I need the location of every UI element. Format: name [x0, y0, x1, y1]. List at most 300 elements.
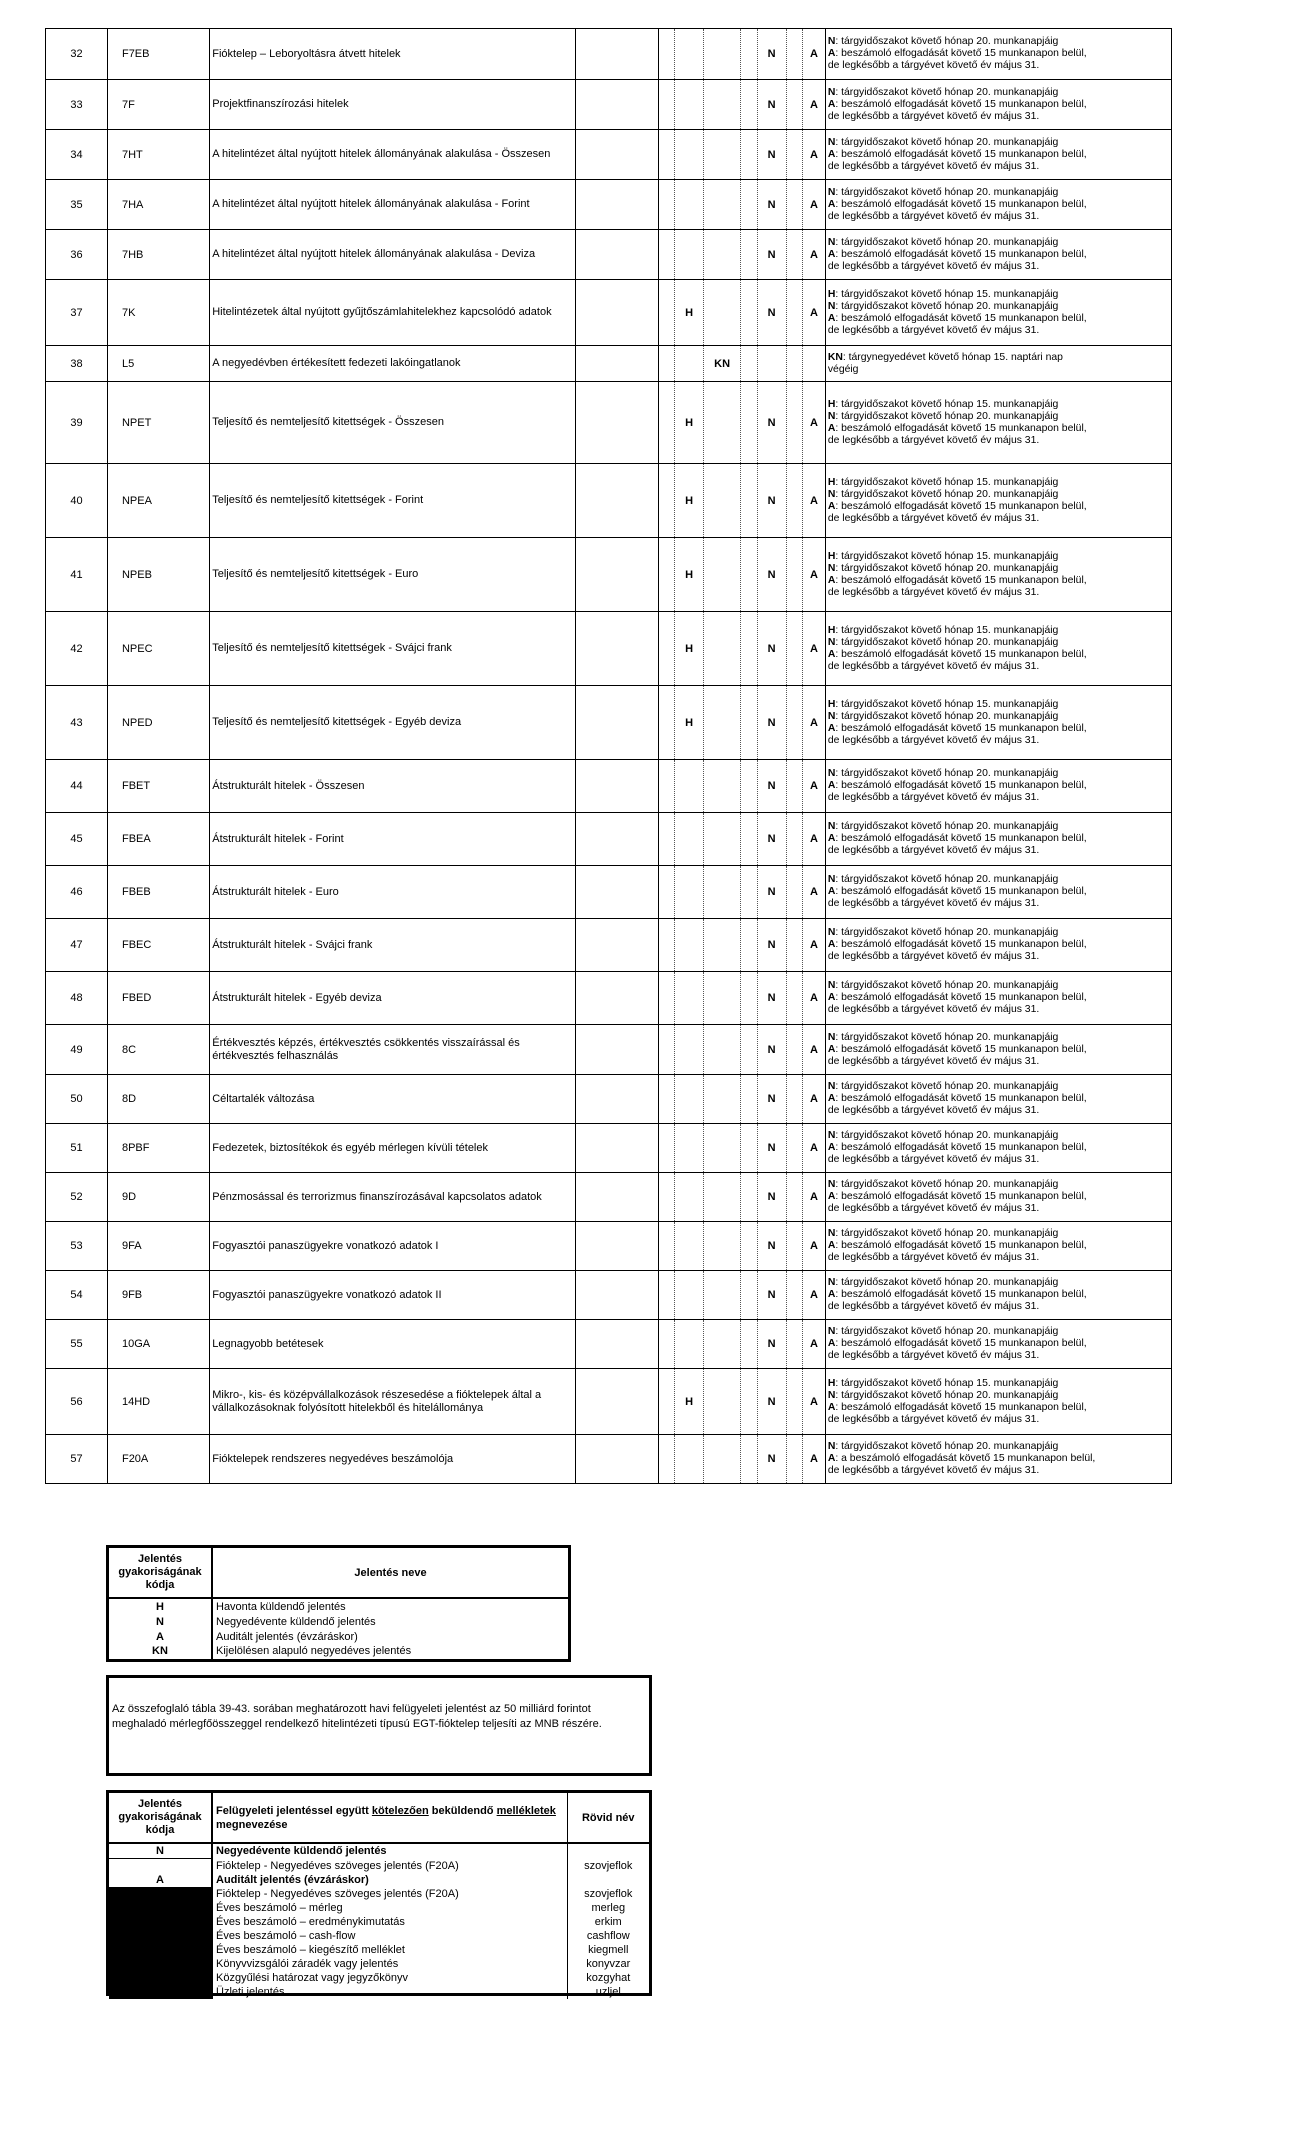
spacer-cell: [786, 1222, 803, 1271]
deadline-desc: tárgyidőszakot követő hónap 20. munkanapjáig: [841, 488, 1059, 500]
spacer-cell: [741, 972, 758, 1025]
deadline-desc: tárgyidőszakot követő hónap 20. munkanapjáig: [841, 980, 1059, 991]
deadline-text: [825, 538, 1171, 612]
freq-n: N: [757, 1124, 786, 1173]
attachment-row: [109, 1901, 649, 1915]
deadline-code: A: [827, 1043, 836, 1055]
report-name: A hitelintézet által nyújtott hitelek állományának alakulása - Forint: [210, 180, 576, 230]
spacer-cell: [741, 813, 758, 866]
spacer-cell: [741, 1222, 758, 1271]
freq-kn: [704, 919, 741, 972]
deadline-line: [828, 1056, 1169, 1068]
spacer-cell: [786, 1025, 803, 1075]
deadline-desc: de legkésőbb a tárgyévet követő év május 31.: [827, 1105, 1040, 1116]
deadline-desc: tárgyidőszakot követő hónap 15. munkanapjáig: [841, 476, 1059, 488]
deadline-line: N: tárgyidőszakot követő hónap 20. munkanapjáig: [827, 768, 1059, 779]
report-code: 9D: [107, 1173, 209, 1222]
deadline-text: [825, 180, 1171, 230]
deadline-line: [828, 211, 1169, 223]
attachment-short: uzljel: [595, 1986, 621, 1998]
deadline-line: H: tárgyidőszakot követő hónap 15. munkanapjáig: [827, 398, 1059, 410]
deadline-code: N: [827, 821, 836, 832]
deadline-line: N: tárgyidőszakot követő hónap 20. munkanapjáig: [827, 1277, 1059, 1288]
deadline-desc: de legkésőbb a tárgyévet követő év május 31.: [827, 734, 1040, 746]
deadline-line: [828, 1105, 1169, 1117]
deadline-desc: de legkésőbb a tárgyévet követő év május 31.: [827, 110, 1040, 122]
deadline-text: [825, 813, 1171, 866]
note-box: [106, 1675, 652, 1776]
deadline-text: [825, 464, 1171, 538]
spacer-cell: [786, 230, 803, 280]
table-row: [46, 29, 1172, 80]
freq-kn: [704, 813, 741, 866]
deadline-code: N: [827, 636, 836, 648]
row-number: 52: [46, 1173, 108, 1222]
table-row: [46, 538, 1172, 612]
table-row: [46, 230, 1172, 280]
spacer-cell: [741, 919, 758, 972]
deadline-line: A: beszámoló elfogadását követő 15 munkanapon belül,: [827, 500, 1087, 512]
freq-h: [675, 972, 704, 1025]
report-name: Fogyasztói panaszügyekre vonatkozó adatok I: [210, 1222, 576, 1271]
attachment-name: Éves beszámoló – cash-flow: [212, 1929, 567, 1943]
deadline-line: [828, 1004, 1169, 1016]
deadline-line: A: beszámoló elfogadását követő 15 munkanapon belül,: [827, 648, 1087, 660]
row-number: 55: [46, 1320, 108, 1369]
attachments-legend-table: [109, 1793, 649, 1999]
spacer-cell: [658, 1320, 675, 1369]
spacer-cell: [658, 686, 675, 760]
freq-h: [675, 130, 704, 180]
deadline-line: A: beszámoló elfogadását követő 15 munkanapon belül,: [827, 992, 1087, 1003]
row-number: 39: [46, 382, 108, 464]
deadline-line: [828, 60, 1169, 72]
freq-n: N: [757, 538, 786, 612]
deadline-desc: beszámoló elfogadását követő 15 munkanapon belül,: [841, 148, 1087, 160]
attachment-code: [109, 1887, 212, 1901]
deadline-desc: de legkésőbb a tárgyévet követő év május 31.: [827, 260, 1040, 272]
deadline-desc: beszámoló elfogadását követő 15 munkanapon belül,: [841, 1043, 1087, 1055]
spacer-cell: [741, 1435, 758, 1484]
deadline-code: A: [827, 648, 836, 660]
report-code: 8PBF: [107, 1124, 209, 1173]
spacer-cell: [658, 612, 675, 686]
report-code: NPEB: [107, 538, 209, 612]
spacer-cell: [658, 1369, 675, 1435]
deadline-line: N: tárgyidőszakot követő hónap 20. munkanapjáig: [827, 1179, 1059, 1190]
spacer-cell: [658, 972, 675, 1025]
deadline-line: [828, 1203, 1169, 1215]
spacer-cell: [741, 760, 758, 813]
freq-n: N: [757, 1075, 786, 1124]
deadline-line: [828, 1252, 1169, 1264]
spacer-cell: [741, 866, 758, 919]
blank-cell: [575, 230, 658, 280]
deadline-code: A: [827, 1142, 836, 1153]
report-name: Teljesítő és nemteljesítő kitettségek - Euro: [210, 538, 576, 612]
freq-n: N: [757, 464, 786, 538]
report-name: Teljesítő és nemteljesítő kitettségek - Összesen: [210, 382, 576, 464]
deadline-line: N: tárgyidőszakot követő hónap 20. munkanapjáig: [827, 874, 1059, 885]
freq-a: A: [803, 1320, 826, 1369]
deadline-code: N: [827, 36, 836, 47]
attachment-code: [109, 1985, 212, 1999]
spacer-cell: [786, 1320, 803, 1369]
deadline-code: A: [827, 886, 836, 897]
spacer-cell: [741, 1320, 758, 1369]
freq-a: A: [803, 130, 826, 180]
freq-a: A: [803, 813, 826, 866]
deadline-line: N: tárgyidőszakot követő hónap 20. munkanapjáig: [827, 636, 1059, 648]
blank-cell: [575, 1369, 658, 1435]
deadline-text: [825, 80, 1171, 130]
blank-cell: [575, 760, 658, 813]
deadline-line: N: tárgyidőszakot követő hónap 20. munkanapjáig: [827, 927, 1059, 938]
freq-kn: [704, 686, 741, 760]
deadline-code: A: [827, 574, 836, 586]
table-row: [46, 1369, 1172, 1435]
legend-code: A: [109, 1629, 212, 1644]
deadline-text: [825, 230, 1171, 280]
row-number: 48: [46, 972, 108, 1025]
spacer-cell: [741, 538, 758, 612]
freq-kn: [704, 80, 741, 130]
freq-n: N: [757, 612, 786, 686]
deadline-code: N: [827, 1441, 836, 1452]
freq-kn: [704, 29, 741, 80]
freq-n: N: [757, 230, 786, 280]
attachment-name: Éves beszámoló – mérleg: [212, 1901, 567, 1915]
table-row: [46, 464, 1172, 538]
attachment-code: N: [109, 1843, 212, 1859]
freq-a: A: [803, 464, 826, 538]
freq-h: H: [675, 382, 704, 464]
freq-n: N: [757, 686, 786, 760]
spacer-cell: [786, 760, 803, 813]
table-row: [46, 972, 1172, 1025]
deadline-code: N: [827, 1031, 836, 1043]
legend-header-name: Jelentés neve: [212, 1548, 568, 1598]
report-name: Átstrukturált hitelek - Svájci frank: [210, 919, 576, 972]
attachment-row: [109, 1985, 649, 1999]
attachment-row: [109, 1943, 649, 1957]
deadline-line: N: tárgyidőszakot követő hónap 20. munkanapjáig: [827, 1130, 1059, 1141]
deadline-code: N: [827, 1389, 836, 1401]
table-row: [46, 1075, 1172, 1124]
row-number: 49: [46, 1025, 108, 1075]
deadline-line: A: beszámoló elfogadását követő 15 munkanapon belül,: [827, 722, 1087, 734]
row-number: 41: [46, 538, 108, 612]
deadline-code: H: [827, 550, 836, 562]
attachment-name: Fióktelep - Negyedéves szöveges jelentés (F20A): [212, 1887, 567, 1901]
deadline-text: [825, 612, 1171, 686]
deadline-code: H: [827, 624, 836, 636]
spacer-cell: [658, 1271, 675, 1320]
legend-code: H: [109, 1598, 212, 1614]
deadline-desc: tárgyidőszakot követő hónap 15. munkanapjáig: [841, 550, 1059, 562]
deadline-code: A: [827, 833, 836, 844]
freq-n: N: [757, 130, 786, 180]
attachment-name: Fióktelep - Negyedéves szöveges jelentés (F20A): [212, 1859, 567, 1873]
deadline-line: A: beszámoló elfogadását követő 15 munkanapon belül,: [827, 98, 1087, 110]
deadline-desc: tárgyidőszakot követő hónap 20. munkanapjáig: [841, 1441, 1059, 1452]
deadline-desc: tárgyidőszakot követő hónap 15. munkanapjáig: [841, 288, 1059, 300]
deadline-desc: de legkésőbb a tárgyévet követő év május 31.: [827, 434, 1040, 446]
deadline-desc: de legkésőbb a tárgyévet követő év május 31.: [827, 1004, 1040, 1015]
spacer-cell: [786, 1435, 803, 1484]
freq-kn: [704, 130, 741, 180]
spacer-cell: [658, 130, 675, 180]
deadline-code: H: [827, 288, 836, 300]
spacer-cell: [741, 1124, 758, 1173]
freq-n: N: [757, 180, 786, 230]
freq-n: N: [757, 760, 786, 813]
freq-n: [757, 346, 786, 382]
deadline-line: [828, 435, 1169, 447]
freq-h: [675, 230, 704, 280]
deadline-code: N: [827, 236, 836, 248]
freq-h: H: [675, 686, 704, 760]
attachment-code: [109, 1915, 212, 1929]
deadline-line: [828, 325, 1169, 337]
deadline-line: A: beszámoló elfogadását követő 15 munkanapon belül,: [827, 1191, 1087, 1202]
freq-a: A: [803, 1222, 826, 1271]
deadline-code: N: [827, 710, 836, 722]
deadline-text: [825, 1222, 1171, 1271]
report-code: 10GA: [107, 1320, 209, 1369]
deadline-desc: tárgyidőszakot követő hónap 20. munkanapjáig: [841, 300, 1059, 312]
deadline-code: N: [827, 488, 836, 500]
table-row: [46, 1124, 1172, 1173]
attachment-code: [109, 1943, 212, 1957]
blank-cell: [575, 130, 658, 180]
deadline-code: A: [827, 98, 836, 110]
blank-cell: [575, 1435, 658, 1484]
deadline-desc: beszámoló elfogadását követő 15 munkanapon belül,: [841, 1191, 1087, 1202]
table-row: [46, 1173, 1172, 1222]
deadline-desc: de legkésőbb a tárgyévet követő év május 31.: [827, 898, 1040, 909]
deadline-text: [825, 29, 1171, 80]
deadline-line: A: beszámoló elfogadását követő 15 munkanapon belül,: [827, 939, 1087, 950]
blank-cell: [575, 180, 658, 230]
deadline-desc: tárgyidőszakot követő hónap 20. munkanapjáig: [841, 1326, 1059, 1337]
legend-name: Havonta küldendő jelentés: [216, 1600, 346, 1613]
deadline-line: N: tárgyidőszakot követő hónap 20. munkanapjáig: [827, 236, 1059, 248]
table-row: [46, 1320, 1172, 1369]
spacer-cell: [658, 280, 675, 346]
report-name: Teljesítő és nemteljesítő kitettségek - Egyéb deviza: [210, 686, 576, 760]
deadline-desc: de legkésőbb a tárgyévet követő év május 31.: [827, 845, 1040, 856]
report-code: F20A: [107, 1435, 209, 1484]
spacer-cell: [658, 1075, 675, 1124]
deadline-text: [825, 1320, 1171, 1369]
deadline-desc: beszámoló elfogadását követő 15 munkanapon belül,: [841, 198, 1087, 210]
freq-h: H: [675, 612, 704, 686]
deadline-line: [828, 735, 1169, 747]
deadline-text: [825, 346, 1171, 382]
deadline-line: A: beszámoló elfogadását követő 15 munkanapon belül,: [827, 1043, 1087, 1055]
deadline-code: N: [827, 136, 836, 148]
freq-n: N: [757, 1271, 786, 1320]
report-name: Hitelintézetek által nyújtott gyűjtőszámlahitelekhez kapcsolódó adatok: [210, 280, 576, 346]
deadline-code: N: [827, 1179, 836, 1190]
blank-cell: [575, 813, 658, 866]
row-number: 57: [46, 1435, 108, 1484]
report-code: 7K: [107, 280, 209, 346]
freq-kn: [704, 972, 741, 1025]
deadline-desc: de legkésőbb a tárgyévet követő év május 31.: [827, 1350, 1040, 1361]
deadline-line: N: tárgyidőszakot követő hónap 20. munkanapjáig: [827, 1389, 1059, 1401]
freq-kn: [704, 1173, 741, 1222]
deadline-line: A: beszámoló elfogadását követő 15 munkanapon belül,: [827, 1240, 1087, 1251]
deadline-text: [825, 972, 1171, 1025]
deadline-desc: a beszámoló elfogadását követő 15 munkanapon belül,: [841, 1453, 1096, 1464]
deadline-line: N: tárgyidőszakot követő hónap 20. munkanapjáig: [827, 86, 1059, 98]
attachment-name: Közgyűlési határozat vagy jegyzőkönyv: [212, 1971, 567, 1985]
attach-header-code: Jelentés gyakoriságának kódja: [109, 1793, 212, 1843]
deadline-desc: tárgyidőszakot követő hónap 20. munkanapjáig: [841, 136, 1059, 148]
attachment-name: Könyvvizsgálói záradék vagy jelentés: [212, 1957, 567, 1971]
deadline-code: A: [827, 198, 836, 210]
row-number: 42: [46, 612, 108, 686]
report-name: Átstrukturált hitelek - Összesen: [210, 760, 576, 813]
freq-a: A: [803, 1124, 826, 1173]
report-name: A hitelintézet által nyújtott hitelek állományának alakulása - Összesen: [210, 130, 576, 180]
spacer-cell: [658, 382, 675, 464]
freq-kn: [704, 1435, 741, 1484]
freq-n: N: [757, 1435, 786, 1484]
freq-n: N: [757, 1025, 786, 1075]
freq-n: N: [757, 280, 786, 346]
attachment-name: Éves beszámoló – kiegészítő melléklet: [212, 1943, 567, 1957]
deadline-desc: de legkésőbb a tárgyévet követő év május 31.: [827, 1301, 1040, 1312]
spacer-cell: [658, 1435, 675, 1484]
deadline-desc: de legkésőbb a tárgyévet követő év május 31.: [827, 1465, 1040, 1476]
blank-cell: [575, 280, 658, 346]
spacer-cell: [658, 80, 675, 130]
deadline-desc: de legkésőbb a tárgyévet követő év május 31.: [827, 1203, 1040, 1214]
freq-h: [675, 1025, 704, 1075]
attachments-legend: [106, 1790, 652, 1996]
deadline-desc: beszámoló elfogadását követő 15 munkanapon belül,: [841, 722, 1087, 734]
report-code: 14HD: [107, 1369, 209, 1435]
deadline-line: A: beszámoló elfogadását követő 15 munkanapon belül,: [827, 148, 1087, 160]
deadline-desc: de legkésőbb a tárgyévet követő év május 31.: [827, 660, 1040, 672]
report-code: 7F: [107, 80, 209, 130]
deadline-code: A: [827, 1338, 836, 1349]
deadline-code: N: [827, 980, 836, 991]
row-number: 51: [46, 1124, 108, 1173]
freq-a: A: [803, 1025, 826, 1075]
deadline-code: N: [827, 410, 836, 422]
deadline-line: A: a beszámoló elfogadását követő 15 munkanapon belül,: [827, 1453, 1096, 1464]
deadline-desc: de legkésőbb a tárgyévet követő év május 31.: [827, 160, 1040, 172]
deadline-desc: beszámoló elfogadását követő 15 munkanapon belül,: [841, 1289, 1087, 1300]
deadline-line: H: tárgyidőszakot követő hónap 15. munkanapjáig: [827, 550, 1059, 562]
blank-cell: [575, 80, 658, 130]
freq-kn: KN: [704, 346, 741, 382]
spacer-cell: [741, 686, 758, 760]
deadline-text: [825, 1075, 1171, 1124]
report-name: A hitelintézet által nyújtott hitelek állományának alakulása - Deviza: [210, 230, 576, 280]
deadline-desc: végéig: [827, 363, 859, 375]
deadline-desc: de legkésőbb a tárgyévet követő év május 31.: [827, 1252, 1040, 1263]
deadline-text: [825, 919, 1171, 972]
spacer-cell: [658, 1222, 675, 1271]
deadline-desc: beszámoló elfogadását követő 15 munkanapon belül,: [841, 1240, 1087, 1251]
deadline-code: N: [827, 768, 836, 779]
blank-cell: [575, 1320, 658, 1369]
report-name: Legnagyobb betétesek: [210, 1320, 576, 1369]
blank-cell: [575, 866, 658, 919]
freq-a: A: [803, 230, 826, 280]
deadline-desc: beszámoló elfogadását követő 15 munkanapon belül,: [841, 248, 1087, 260]
freq-a: A: [803, 612, 826, 686]
deadline-desc: tárgyidőszakot követő hónap 20. munkanapjáig: [841, 821, 1059, 832]
frequency-legend: [106, 1545, 571, 1662]
spacer-cell: [658, 1124, 675, 1173]
report-code: NPED: [107, 686, 209, 760]
attachment-name: Negyedévente küldendő jelentés: [212, 1843, 567, 1859]
deadline-desc: de legkésőbb a tárgyévet követő év május 31.: [827, 792, 1040, 803]
spacer-cell: [658, 180, 675, 230]
report-code: F7EB: [107, 29, 209, 80]
freq-h: [675, 1075, 704, 1124]
deadline-code: A: [827, 1289, 836, 1300]
freq-a: A: [803, 972, 826, 1025]
spacer-cell: [741, 1271, 758, 1320]
deadline-desc: tárgyidőszakot követő hónap 20. munkanapjáig: [841, 710, 1059, 722]
deadline-code: A: [827, 992, 836, 1003]
attachment-short: kiegmell: [588, 1944, 629, 1956]
deadline-line: [828, 587, 1169, 599]
freq-a: A: [803, 1173, 826, 1222]
spacer-cell: [741, 346, 758, 382]
attachment-code: A: [109, 1873, 212, 1888]
deadline-desc: tárgynegyedévet követő hónap 15. naptári nap: [848, 351, 1063, 363]
deadline-line: [828, 1350, 1169, 1362]
deadline-line: N: tárgyidőszakot követő hónap 20. munkanapjáig: [827, 1326, 1059, 1337]
spacer-cell: [786, 919, 803, 972]
deadline-desc: beszámoló elfogadását követő 15 munkanapon belül,: [841, 648, 1087, 660]
freq-h: H: [675, 1369, 704, 1435]
spacer-cell: [786, 1369, 803, 1435]
attachment-code: [109, 1971, 212, 1985]
row-number: 43: [46, 686, 108, 760]
blank-cell: [575, 612, 658, 686]
deadline-code: N: [827, 1081, 836, 1092]
attachment-row: [109, 1887, 649, 1901]
deadline-text: [825, 760, 1171, 813]
legend-row: [109, 1598, 568, 1614]
freq-h: [675, 813, 704, 866]
spacer-cell: [741, 382, 758, 464]
deadline-desc: tárgyidőszakot követő hónap 20. munkanapjáig: [841, 1179, 1059, 1190]
legend-row: [109, 1644, 568, 1659]
freq-h: [675, 29, 704, 80]
report-code: 7HT: [107, 130, 209, 180]
table-row: [46, 919, 1172, 972]
freq-a: A: [803, 29, 826, 80]
spacer-cell: [741, 1369, 758, 1435]
deadline-code: A: [827, 1240, 836, 1251]
deadline-desc: beszámoló elfogadását követő 15 munkanapon belül,: [841, 574, 1087, 586]
freq-a: A: [803, 919, 826, 972]
freq-h: [675, 919, 704, 972]
row-number: 33: [46, 80, 108, 130]
report-name: Mikro-, kis- és középvállalkozások részesedése a fióktelepek által a vállalkozásoknak folyósított hitelekből és hitelállománya: [210, 1369, 576, 1435]
deadline-text: [825, 1369, 1171, 1435]
